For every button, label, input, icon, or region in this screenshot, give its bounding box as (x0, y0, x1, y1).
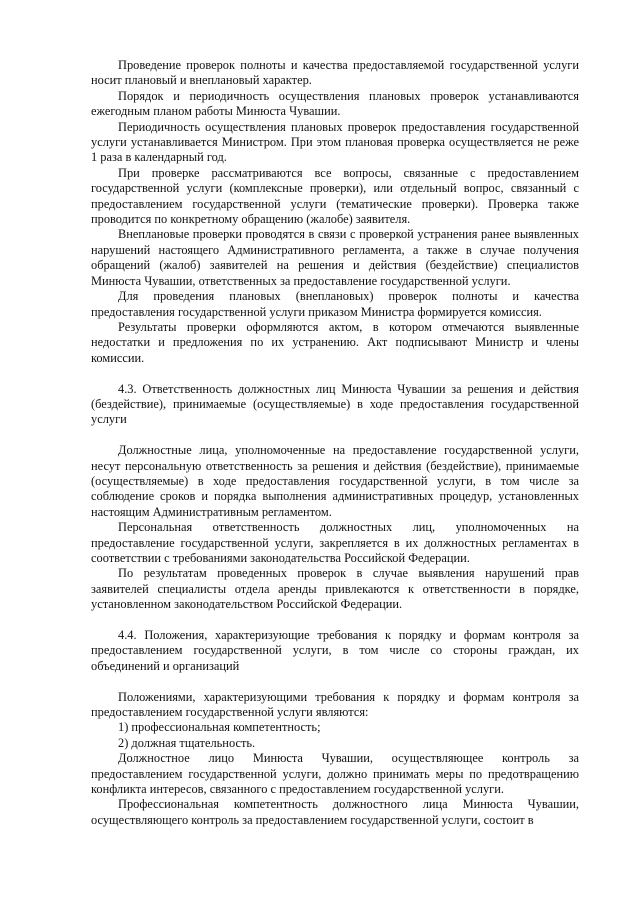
paragraph: Внеплановые проверки проводятся в связи с проверкой устранения ранее выявленных нарушений настоящего Административного регламента, а также в случае получения обращений (жалоб) заявителей на решения и действия (бездействие) специалистов Минюста Чувашии, ответственных за предоставление государственной услуги. (91, 227, 579, 288)
paragraph: Должностное лицо Минюста Чувашии, осуществляющее контроль за предоставлением государственной услуги, должно принимать меры по предотвращению конфликта интересов, связанного с предоставлением государственной услуги. (91, 751, 579, 797)
paragraph: Проведение проверок полноты и качества предоставляемой государственной услуги носит плановый и внеплановый характер. (91, 58, 579, 88)
paragraph: Персональная ответственность должностных лиц, уполномоченных на предоставление государственной услуги, закрепляется в их должностных регламентах в соответствии с требованиями законодательства Российской Федерации. (91, 520, 579, 565)
list-item: 1) профессиональная компетентность; (118, 720, 321, 735)
intro-block (91, 58, 579, 366)
section-4-3 (91, 382, 579, 613)
section-heading: 4.3. Ответственность должностных лиц Минюста Чувашии за решения и действия (бездействие), принимаемые (осуществляемые) в ходе предоставления государственной услуги (91, 381, 579, 427)
spacer (91, 674, 579, 689)
paragraph: По результатам проведенных проверок в случае выявления нарушений прав заявителей специалисты отдела аренды привлекаются к ответственности в порядке, установленном законодательством Российской Федерации. (91, 566, 579, 612)
spacer (91, 428, 579, 443)
spacer (91, 366, 579, 381)
paragraph: При проверке рассматриваются все вопросы, связанные с предоставлением государственной услуги (комплексные проверки), или отдельный вопрос, связанный с предоставлением государственной услуги (тематические проверки). Проверка также проводится по конкретному обращению (жалобе) заявителя. (91, 165, 579, 227)
paragraph: Периодичность осуществления плановых проверок предоставления государственной услуги устанавливается Министром. При этом плановая проверка осуществляется не реже 1 раза в календарный год. (91, 119, 579, 165)
section-4-4 (91, 628, 579, 828)
list-item: 2) должная тщательность. (118, 735, 256, 750)
section-heading: 4.4. Положения, характеризующие требования к порядку и формам контроля за предоставлением государственной услуги, в том числе со стороны граждан, их объединений и организаций (91, 627, 579, 673)
paragraph: Профессиональная компетентность должностного лица Минюста Чувашии, осуществляющего контроль за предоставлением государственной услуги, состоит в (91, 797, 579, 827)
spacer (91, 613, 579, 628)
paragraph: Положениями, характеризующими требования к порядку и формам контроля за предоставлением государственной услуги являются: (91, 689, 579, 719)
paragraph: Для проведения плановых (внеплановых) проверок полноты и качества предоставления государственной услуги приказом Министра формируется комиссия. (91, 289, 579, 319)
paragraph: Должностные лица, уполномоченные на предоставление государственной услуги, несут персональную ответственность за решения и действия (бездействие), принимаемые (осуществляемые) в ходе предоставления государственной услуги, в том числе за соблюдение сроков и порядка выполнения административных процедур, установленных настоящим Административным регламентом. (91, 443, 579, 519)
paragraph: Порядок и периодичность осуществления плановых проверок устанавливаются ежегодным планом работы Минюста Чувашии. (91, 88, 579, 119)
paragraph: Результаты проверки оформляются актом, в котором отмечаются выявленные недостатки и предложения по их устранению. Акт подписывают Министр и члены комиссии. (91, 319, 579, 365)
